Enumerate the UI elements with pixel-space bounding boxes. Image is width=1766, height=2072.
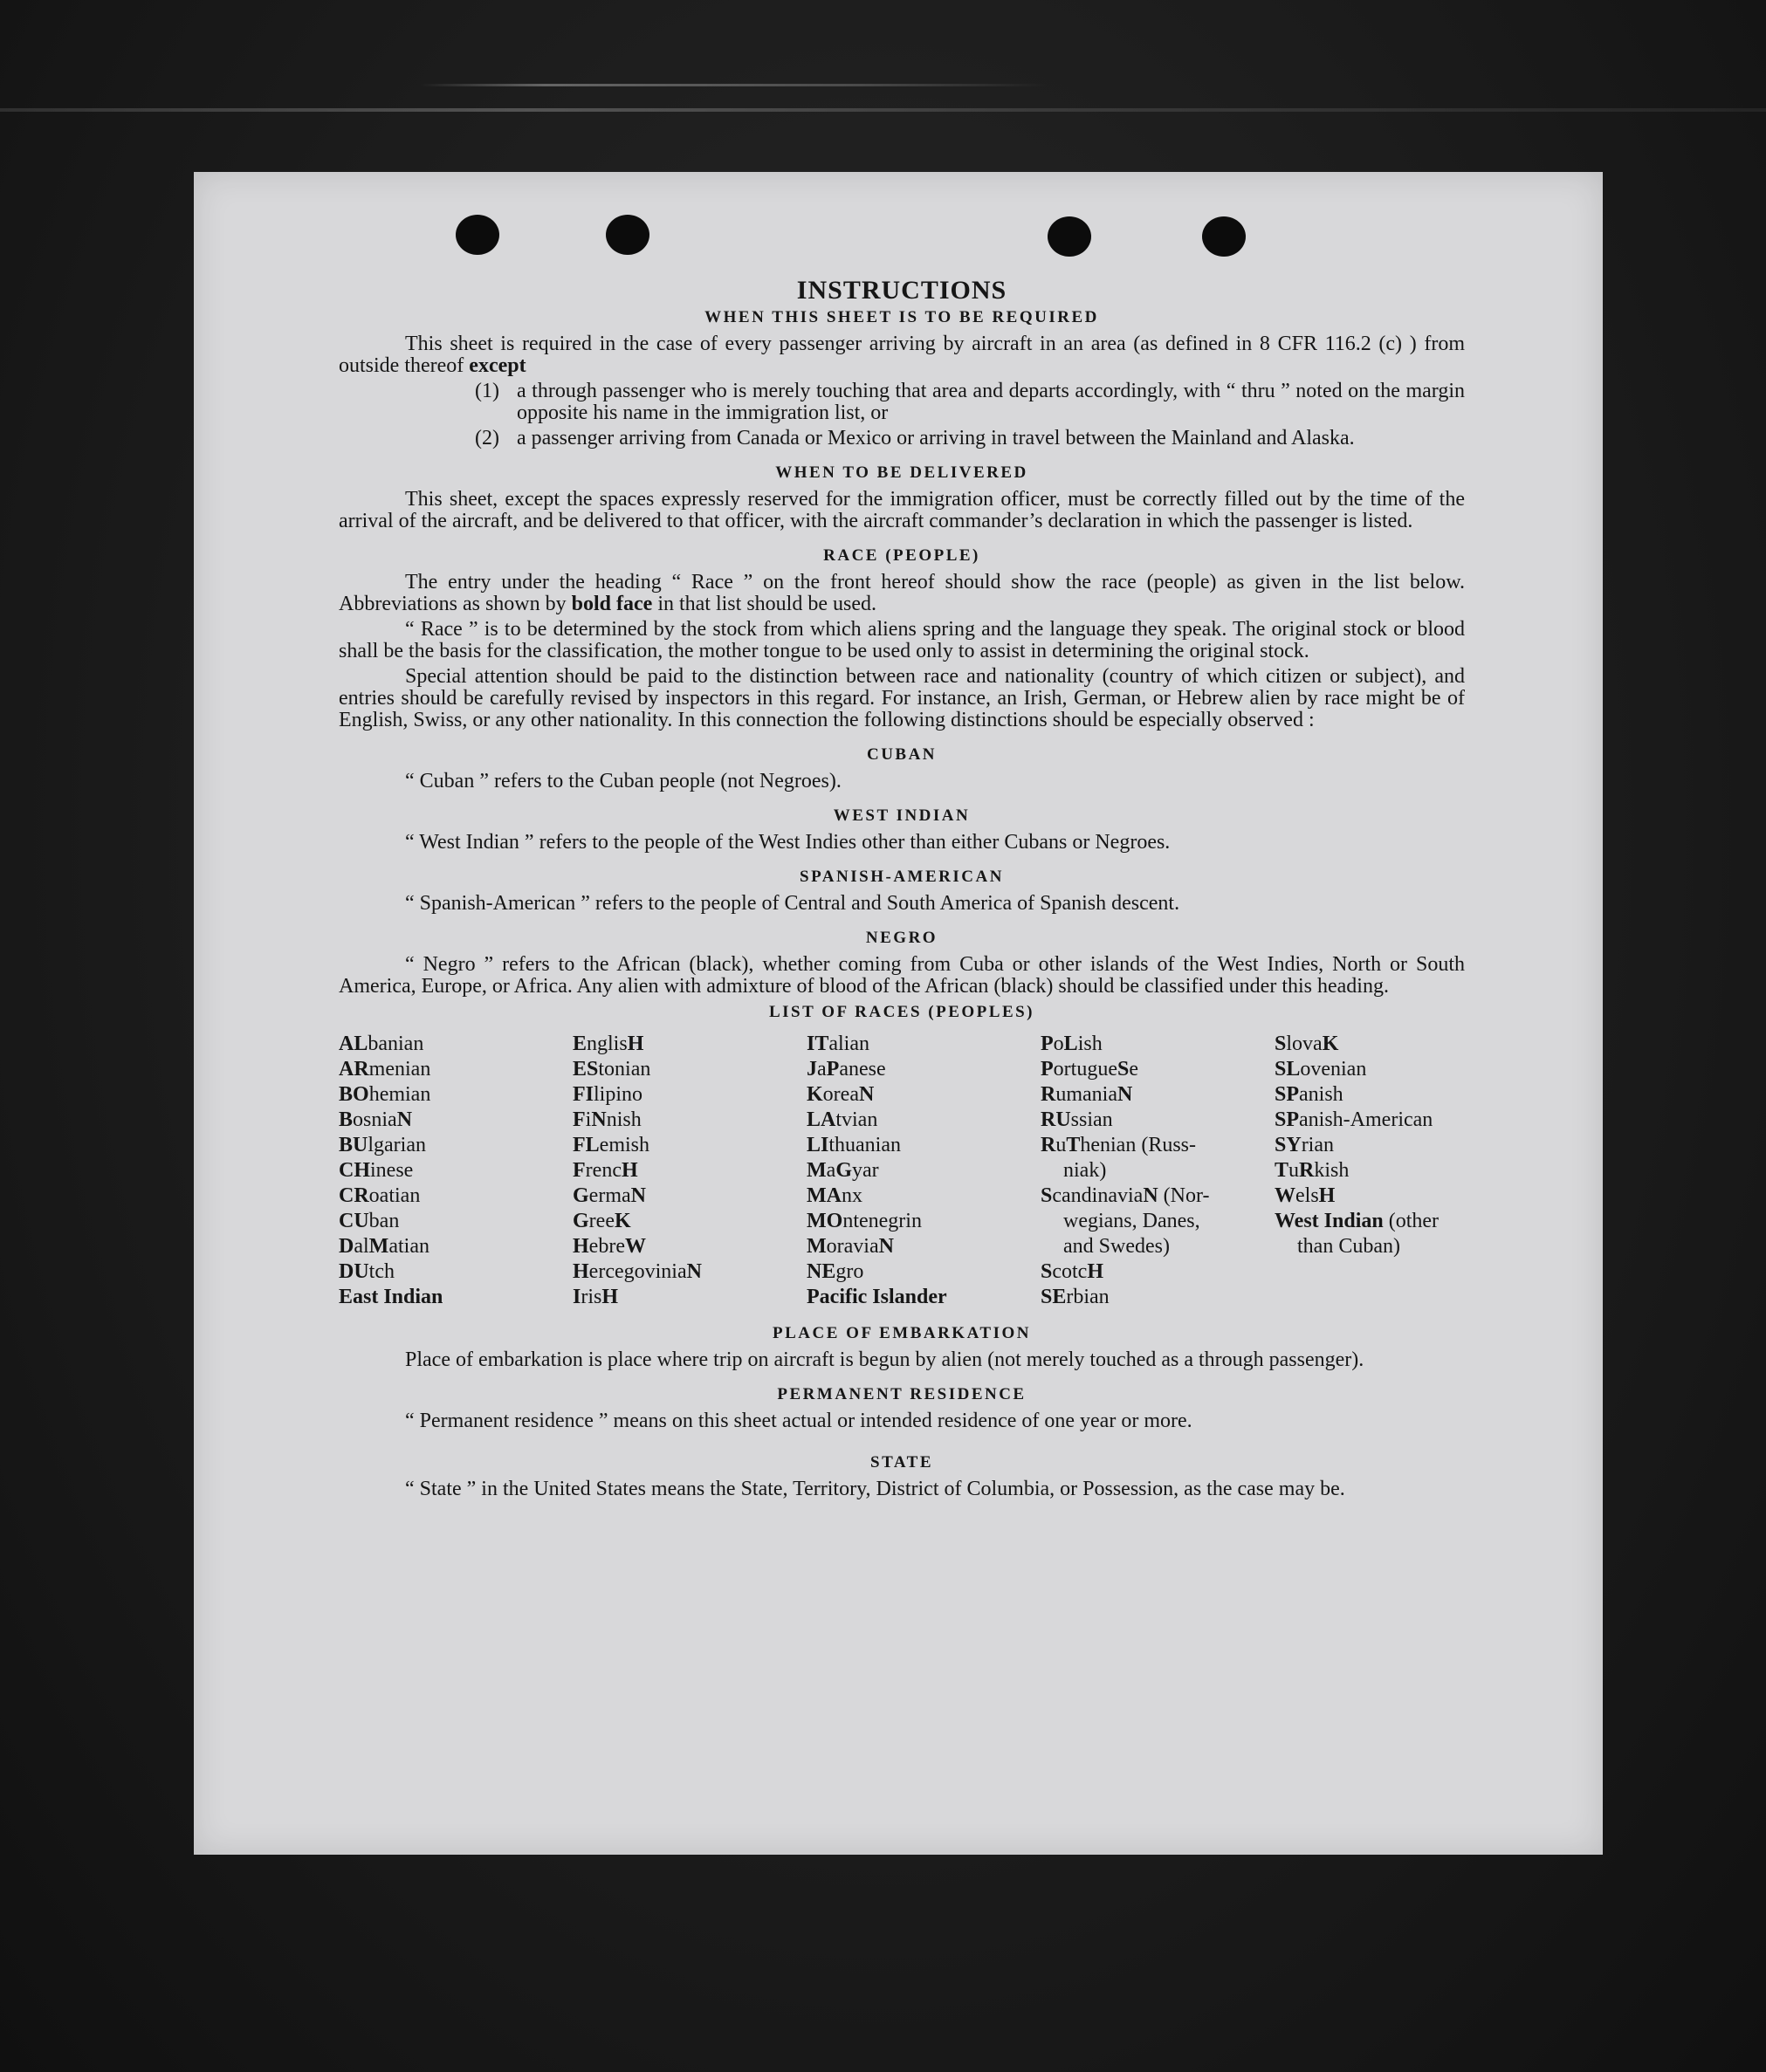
race-entry: HebreW: [573, 1235, 646, 1258]
race-entry: FIlipino: [573, 1083, 643, 1106]
section-heading: SPANISH-AMERICAN: [800, 868, 1004, 886]
paragraph: This sheet is required in the case of every passenger arriving by aircraft in an area (as defined in 8 CFR 116.2 (c) ) from outside thereof except: [339, 333, 1465, 377]
paragraph: “ Negro ” refers to the African (black), whether coming from Cuba or other islands of the West Indies, North or South America, Europe, or Africa. Any alien with admixture of blood of the African (black) should be classified under this heading.: [339, 953, 1465, 998]
punch-hole: [1202, 216, 1246, 257]
race-entry: MAnx: [807, 1184, 862, 1207]
race-entry: Pacific Islander: [807, 1286, 947, 1308]
race-entry: JaPanese: [807, 1058, 886, 1081]
race-entry: EStonian: [573, 1058, 651, 1081]
race-entry: than Cuban): [1297, 1235, 1400, 1258]
section-heading: CUBAN: [866, 745, 938, 764]
paragraph: “ State ” in the United States means the State, Territory, District of Columbia, or Possession, as the case may be.: [405, 1478, 1345, 1500]
race-entry: MOntenegrin: [807, 1210, 922, 1232]
race-entry: ARmenian: [339, 1058, 431, 1081]
race-entry: BUlgarian: [339, 1134, 426, 1156]
race-entry: and Swedes): [1063, 1235, 1170, 1258]
race-entry: HercegoviniaN: [573, 1260, 702, 1283]
paragraph: Special attention should be paid to the distinction between race and nationality (country of which citizen or subject), and entries should be carefully revised by inspectors in this regard. For instance, an Irish, German, or Hebrew alien by race might be of English, Swiss, or any other nationality. In this connection the following distinctions should be especially observed :: [339, 665, 1465, 731]
race-entry: BosniaN: [339, 1108, 413, 1131]
paragraph: “ Race ” is to be determined by the stock from which aliens spring and the language they speak. The original stock or blood shall be the basis for the classification, the mother tongue to be used only to assist in determining the original stock.: [339, 618, 1465, 662]
paragraph: Place of embarkation is place where trip on aircraft is begun by alien (not merely touched as a through passenger).: [405, 1348, 1364, 1371]
race-entry: MoraviaN: [807, 1235, 894, 1258]
section-heading: WHEN TO BE DELIVERED: [775, 463, 1028, 482]
race-entry: TuRkish: [1275, 1159, 1350, 1182]
section-heading: WEST INDIAN: [833, 806, 971, 825]
race-entry: KoreaN: [807, 1083, 875, 1106]
race-entry: PoLish: [1041, 1033, 1103, 1055]
race-entry: WelsH: [1275, 1184, 1336, 1207]
list-item: (1) a through passenger who is merely touching that area and departs accordingly, with “ thru ” noted on the margin opposite his name in the immigration list, or: [475, 380, 1465, 424]
race-entry: NEgro: [807, 1260, 864, 1283]
race-entry: RumaniaN: [1041, 1083, 1133, 1106]
race-entry: LIthuanian: [807, 1134, 901, 1156]
race-entry: FiNnish: [573, 1108, 642, 1131]
race-entry: ScandinaviaN (Nor-: [1041, 1184, 1210, 1207]
paragraph: “ West Indian ” refers to the people of the West Indies other than either Cubans or Negroes.: [405, 831, 1171, 854]
section-heading: STATE: [870, 1453, 933, 1472]
race-entry: West Indian (other: [1275, 1210, 1440, 1232]
page-title: INSTRUCTIONS: [796, 276, 1007, 305]
race-column: [1275, 1032, 1467, 1310]
race-entry: SlovaK: [1275, 1033, 1339, 1055]
race-entry: BOhemian: [339, 1083, 431, 1106]
race-entry: GermaN: [573, 1184, 646, 1207]
section-heading: LIST OF RACES (PEOPLES): [768, 1003, 1035, 1021]
race-entry: PortugueSe: [1041, 1058, 1138, 1081]
section-heading: RACE (PEOPLE): [823, 546, 980, 565]
section-heading: PLACE OF EMBARKATION: [773, 1324, 1031, 1342]
section-heading: PERMANENT RESIDENCE: [777, 1385, 1027, 1403]
race-entry: ScotcH: [1041, 1260, 1104, 1283]
race-entry: EnglisH: [573, 1033, 644, 1055]
race-list: [339, 1032, 1465, 1310]
race-column: [1041, 1032, 1275, 1310]
scan-streak: [0, 108, 1766, 112]
paragraph: “ Spanish-American ” refers to the people of Central and South America of Spanish descent.: [405, 892, 1180, 915]
race-entry: ALbanian: [339, 1033, 424, 1055]
race-entry: LAtvian: [807, 1108, 878, 1131]
race-entry: wegians, Danes,: [1063, 1210, 1200, 1232]
race-entry: DUtch: [339, 1260, 395, 1283]
race-entry: SErbian: [1041, 1286, 1110, 1308]
list-item: (2) a passenger arriving from Canada or Mexico or arriving in travel between the Mainland and Alaska.: [475, 427, 1355, 449]
section-heading: NEGRO: [865, 929, 938, 947]
scan-streak: [419, 84, 1048, 86]
race-column: [339, 1032, 573, 1310]
race-entry: niak): [1063, 1159, 1107, 1182]
race-entry: SYrian: [1275, 1134, 1334, 1156]
race-column: [807, 1032, 1041, 1310]
paragraph: “ Cuban ” refers to the Cuban people (not Negroes).: [405, 770, 842, 792]
punch-hole: [606, 215, 649, 255]
race-entry: IrisH: [573, 1286, 619, 1308]
race-entry: East Indian: [339, 1286, 443, 1308]
race-entry: GreeK: [573, 1210, 631, 1232]
race-entry: ITalian: [807, 1033, 869, 1055]
race-entry: CRoatian: [339, 1184, 421, 1207]
race-entry: CHinese: [339, 1159, 414, 1182]
race-entry: SPanish: [1275, 1083, 1343, 1106]
punch-hole: [456, 215, 499, 255]
race-column: [573, 1032, 807, 1310]
race-entry: CUban: [339, 1210, 400, 1232]
race-entry: SLovenian: [1275, 1058, 1367, 1081]
paragraph: The entry under the heading “ Race ” on the front hereof should show the race (people) as given in the list below. Abbreviations as shown by bold face in that list should be used.: [339, 571, 1465, 615]
instructions-text: [339, 278, 1465, 1504]
race-entry: RuThenian (Russ-: [1041, 1134, 1197, 1156]
race-entry: FLemish: [573, 1134, 649, 1156]
race-entry: DalMatian: [339, 1235, 429, 1258]
race-entry: FrencH: [573, 1159, 638, 1182]
race-entry: RUssian: [1041, 1108, 1113, 1131]
paragraph: This sheet, except the spaces expressly reserved for the immigration officer, must be correctly filled out by the time of the arrival of the aircraft, and be delivered to that officer, with the aircraft commander’s declaration in which the passenger is listed.: [339, 488, 1465, 532]
race-entry: SPanish-American: [1275, 1108, 1433, 1131]
punch-hole: [1048, 216, 1091, 257]
paragraph: “ Permanent residence ” means on this sheet actual or intended residence of one year or more.: [405, 1410, 1192, 1432]
section-heading: WHEN THIS SHEET IS TO BE REQUIRED: [704, 308, 1099, 326]
race-entry: MaGyar: [807, 1159, 879, 1182]
